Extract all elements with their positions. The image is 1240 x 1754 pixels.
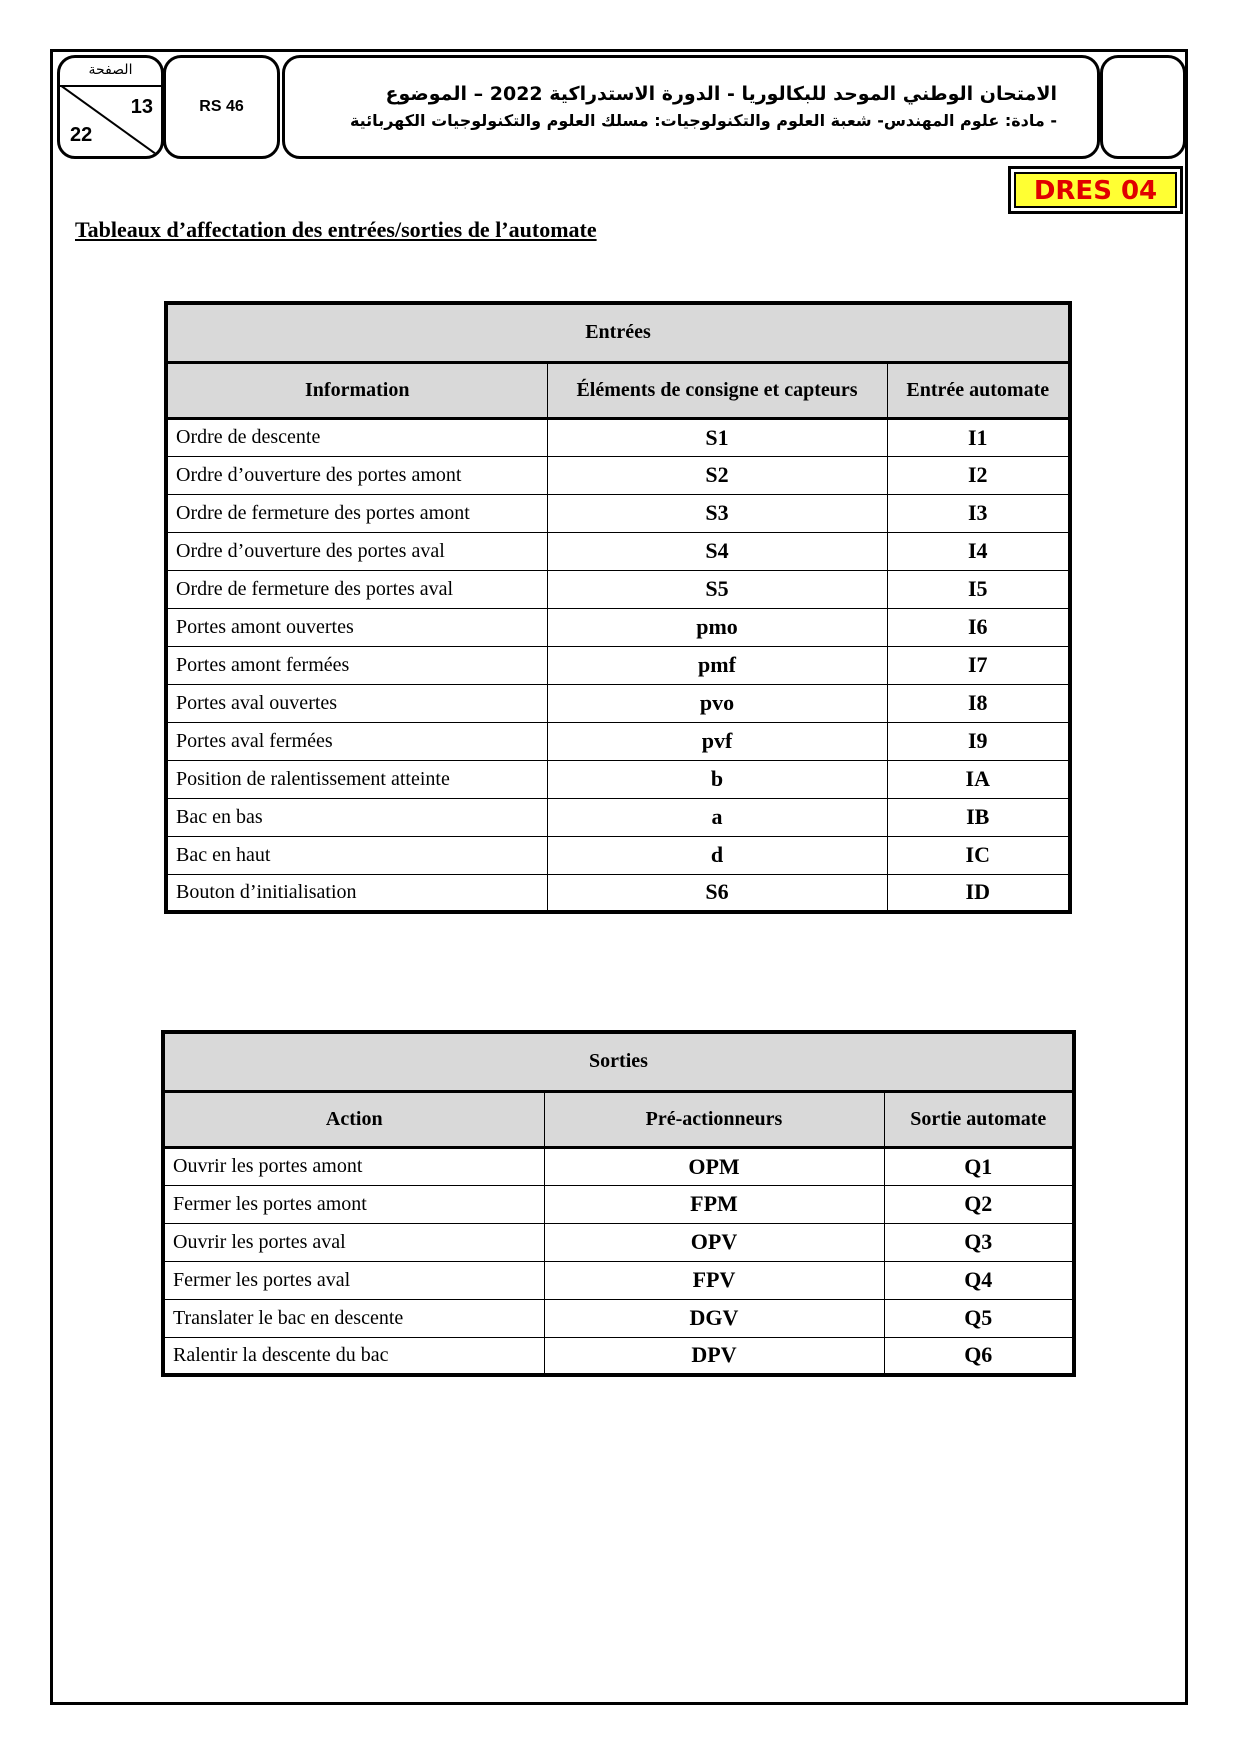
table-row [166,494,1070,532]
table-cell: DGV [544,1299,884,1337]
table-cell: Ouvrir les portes aval [163,1223,544,1261]
table-cell: Portes aval fermées [166,722,547,760]
table-cell: Position de ralentissement atteinte [166,760,547,798]
table-row [166,760,1070,798]
table-row [166,608,1070,646]
column-header: Information [166,362,547,418]
table-cell: Fermer les portes aval [163,1261,544,1299]
table-row [166,532,1070,570]
table-cell: ID [887,874,1070,912]
table-cell: I1 [887,418,1070,456]
table-cell: S5 [547,570,887,608]
table-cell: pmo [547,608,887,646]
table-cell: FPM [544,1185,884,1223]
outputs-table [161,1030,1076,1377]
table-cell: Q6 [884,1337,1074,1375]
page-number: 13 [130,96,153,118]
table-row [166,570,1070,608]
table-row [163,1299,1074,1337]
table-row [166,874,1070,912]
table-cell: Fermer les portes amont [163,1185,544,1223]
table-cell: Q1 [884,1147,1074,1185]
table-cell: pvo [547,684,887,722]
table-cell: OPV [544,1223,884,1261]
table-cell: Translater le bac en descente [163,1299,544,1337]
inputs-caption: Entrées [166,303,1070,362]
table-cell: IA [887,760,1070,798]
table-cell: Ordre de descente [166,418,547,456]
table-cell: I8 [887,684,1070,722]
table-row [163,1147,1074,1185]
column-header: Action [163,1091,544,1147]
table-cell: I6 [887,608,1070,646]
table-row [166,646,1070,684]
table-cell: Ouvrir les portes amont [163,1147,544,1185]
table-cell: I2 [887,456,1070,494]
table-cell: a [547,798,887,836]
table-row [166,722,1070,760]
table-cell: IB [887,798,1070,836]
table-cell: OPM [544,1147,884,1185]
table-cell: S1 [547,418,887,456]
table-row [166,684,1070,722]
exam-title: الامتحان الوطني الموحد للبكالوريا - الدورة الاستدراكية 2022 – الموضوع [385,83,1057,105]
column-header: Éléments de consigne et capteurs [547,362,887,418]
page-total: 22 [70,124,93,146]
table-row [163,1223,1074,1261]
subject-code: RS 46 [163,55,280,159]
exam-title-box [282,55,1100,159]
blank-box [1100,55,1186,159]
table-cell: Q5 [884,1299,1074,1337]
column-header: Entrée automate [887,362,1070,418]
table-cell: Portes amont fermées [166,646,547,684]
exam-subject: - مادة: علوم المهندس- شعبة العلوم والتكنولوجيات: مسلك العلوم والتكنولوجيات الكهربائية [349,111,1057,130]
table-cell: S6 [547,874,887,912]
table-cell: Bac en bas [166,798,547,836]
table-cell: FPV [544,1261,884,1299]
table-cell: pvf [547,722,887,760]
column-header: Sortie automate [884,1091,1074,1147]
table-cell: d [547,836,887,874]
table-cell: Portes aval ouvertes [166,684,547,722]
table-cell: b [547,760,887,798]
table-cell: S2 [547,456,887,494]
table-row [166,798,1070,836]
table-cell: Bouton d’initialisation [166,874,547,912]
table-cell: S4 [547,532,887,570]
page-label: الصفحة [60,58,161,87]
outputs-caption: Sorties [163,1032,1074,1091]
table-cell: Ordre d’ouverture des portes aval [166,532,547,570]
table-row [163,1261,1074,1299]
table-cell: Ralentir la descente du bac [163,1337,544,1375]
inputs-table [164,301,1072,914]
table-cell: DPV [544,1337,884,1375]
table-cell: I4 [887,532,1070,570]
table-cell: Q3 [884,1223,1074,1261]
table-cell: I5 [887,570,1070,608]
table-cell: I3 [887,494,1070,532]
table-row [166,836,1070,874]
table-cell: S3 [547,494,887,532]
table-cell: IC [887,836,1070,874]
document-badge [1008,166,1183,214]
table-row [163,1337,1074,1375]
table-cell: Ordre d’ouverture des portes amont [166,456,547,494]
table-row [166,456,1070,494]
table-row [163,1185,1074,1223]
document-badge-label: DRES 04 [1014,172,1177,208]
table-cell: Bac en haut [166,836,547,874]
table-cell: Q4 [884,1261,1074,1299]
table-row [166,418,1070,456]
table-cell: Ordre de fermeture des portes aval [166,570,547,608]
table-cell: pmf [547,646,887,684]
table-cell: Ordre de fermeture des portes amont [166,494,547,532]
table-cell: Portes amont ouvertes [166,608,547,646]
column-header: Pré-actionneurs [544,1091,884,1147]
table-cell: I9 [887,722,1070,760]
section-title: Tableaux d’affectation des entrées/sorties de l’automate [75,217,597,242]
table-cell: Q2 [884,1185,1074,1223]
table-cell: I7 [887,646,1070,684]
